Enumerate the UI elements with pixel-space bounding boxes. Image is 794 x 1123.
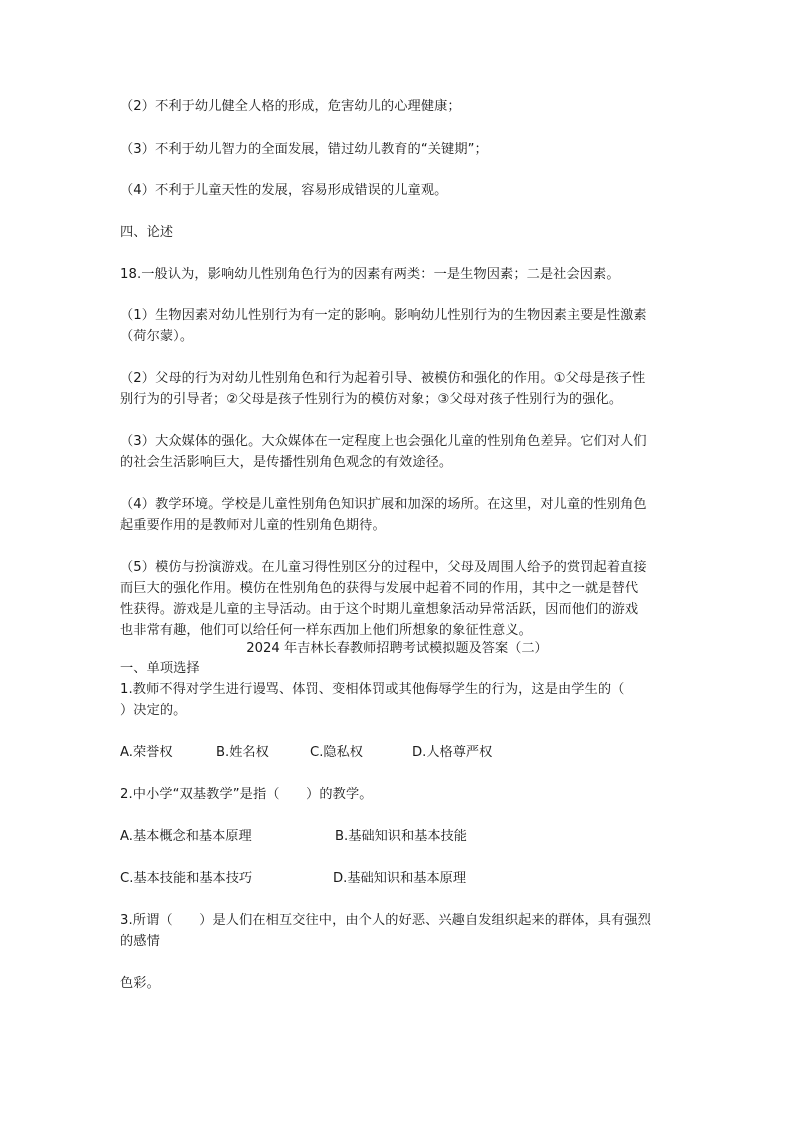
point-1-line-1: （1）生物因素对幼儿性别行为有一定的影响。影响幼儿性别行为的生物因素主要是性激素 [120,308,647,323]
question-2-option-d: D.基础知识和基本原理 [333,871,467,886]
question-3-line-1: 3.所谓（ ）是人们在相互交往中，由个人的好恶、兴趣自发组织起来的群体，具有强烈 [120,913,651,928]
question-1-option-a: A.荣誉权 [120,745,173,760]
question-2-option-c: C.基本技能和基本技巧 [120,871,253,886]
point-4-line-2: 起重要作用的是教师对儿童的性别角色期待。 [120,518,386,533]
point-4-line-1: （4）教学环境。学校是儿童性别角色知识扩展和加深的场所。在这里，对儿童的性别角色 [120,497,647,512]
question-1-line-1: 1.教师不得对学生进行谩骂、体罚、变相体罚或其他侮辱学生的行为，这是由学生的（ [120,682,625,697]
point-5-line-1: （5）模仿与扮演游戏。在儿童习得性别区分的过程中，父母及周围人给予的赏罚起着直接 [120,560,647,575]
question-1-option-b: B.姓名权 [216,745,269,760]
answer-item-4: （4）不利于儿童天性的发展，容易形成错误的儿童观。 [120,183,448,198]
point-3-line-1: （3）大众媒体的强化。大众媒体在一定程度上也会强化儿童的性别角色差异。它们对人们 [120,434,647,449]
point-3-line-2: 的社会生活影响巨大，是传播性别角色观念的有效途径。 [120,455,453,470]
point-1-line-2: （荷尔蒙）。 [120,329,194,344]
question-2-stem: 2.中小学“双基教学”是指（ ）的教学。 [120,787,373,802]
question-2-option-a: A.基本概念和基本原理 [120,829,252,844]
point-2-line-1: （2）父母的行为对幼儿性别角色和行为起着引导、被模仿和强化的作用。①父母是孩子性 [120,371,646,386]
question-2-option-b: B.基础知识和基本技能 [335,829,467,844]
point-2-line-2: 别行为的引导者；②父母是孩子性别行为的模仿对象；③父母对孩子性别行为的强化。 [120,392,623,407]
question-1-option-d: D.人格尊严权 [412,745,493,760]
point-5-line-4: 也非常有趣，他们可以给任何一样东西加上他们所想象的象征性意义。 [120,623,532,638]
question-3-line-3: 色彩。 [120,976,160,991]
exam-title: 2024 年吉林长春教师招聘考试模拟题及答案（二） [246,641,548,656]
section-heading-essay: 四、论述 [120,225,174,240]
question-3-line-2: 的感情 [120,934,160,949]
question-1-line-2: ）决定的。 [120,703,187,718]
section-heading-single-choice: 一、单项选择 [120,661,200,676]
answer-item-2: （2）不利于幼儿健全人格的形成，危害幼儿的心理健康； [120,99,461,114]
point-5-line-2: 而巨大的强化作用。模仿在性别角色的获得与发展中起着不同的作用，其中之一就是替代 [120,581,639,596]
answer-item-3: （3）不利于幼儿智力的全面发展，错过幼儿教育的“关键期”； [120,142,488,157]
question-18-intro: 18.一般认为，影响幼儿性别角色行为的因素有两类：一是生物因素；二是社会因素。 [120,267,620,282]
question-1-option-c: C.隐私权 [310,745,363,760]
point-5-line-3: 性获得。游戏是儿童的主导活动。由于这个时期儿童想象活动异常活跃，因而他们的游戏 [120,602,639,617]
